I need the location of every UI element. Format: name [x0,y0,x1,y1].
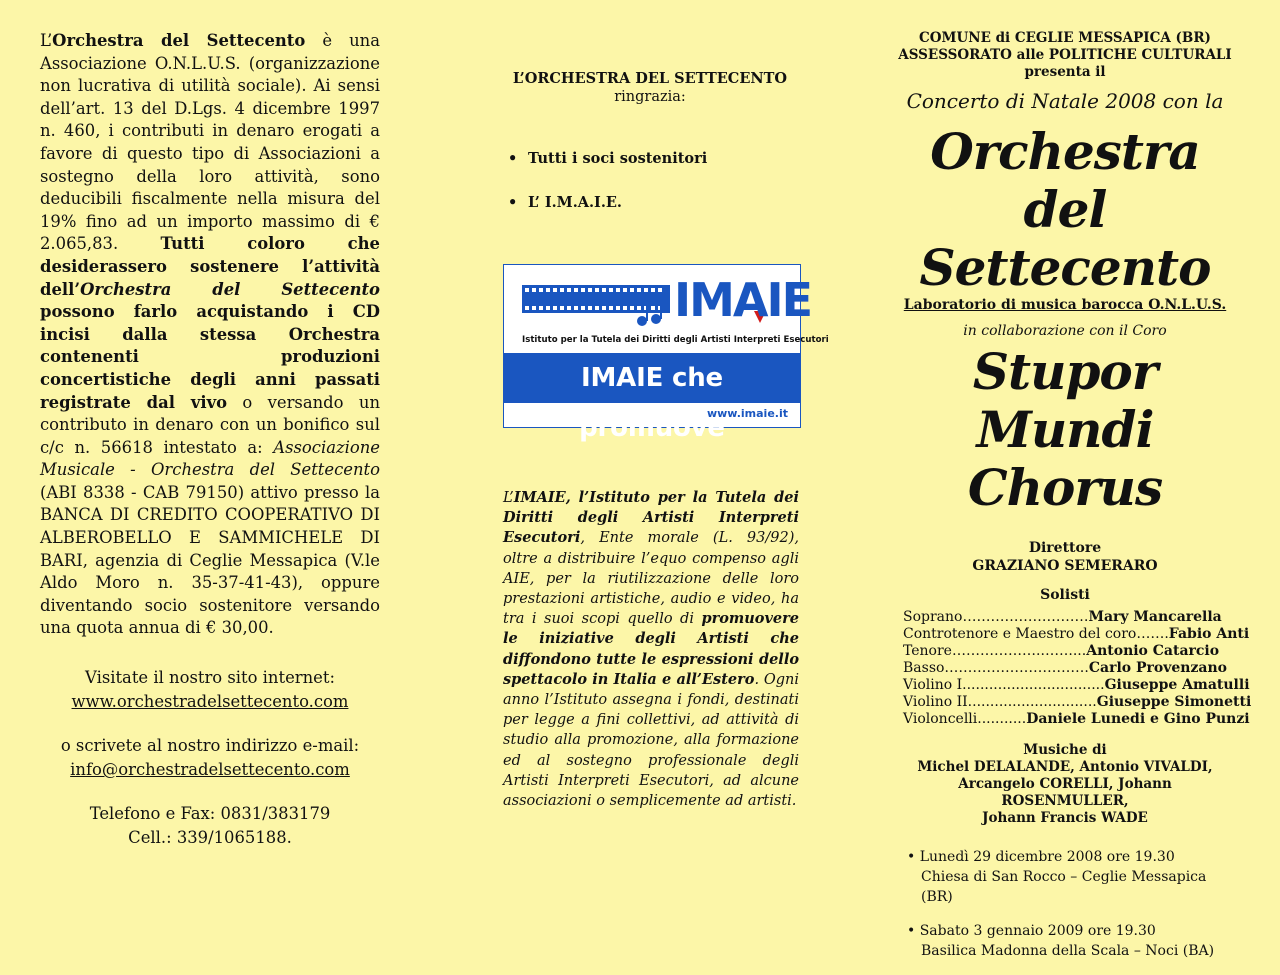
text: (ABI 8338 - CAB 79150) attivo presso la BANCA DI CREDITO COOPERATIVO DI ALBEROBELLO E SAMMICHELE DI BARI, agenzia di Ceglie Messapica (V.le Aldo Moro n. 35-37-41-43), oppure diventando socio sostenitore versando una quota annua di € 30,00. [40,482,380,638]
composers-line: Michel DELALANDE, Antonio VIVALDI, [917,759,1213,775]
soloist-name: Fabio Anti [1168,626,1250,642]
soloist-name: Carlo Provenzano [1088,660,1228,676]
right-column [895,30,1252,975]
list-item [903,643,1235,660]
date-where: Basilica Madonna della Scala – Noci (BA) [921,943,1215,959]
date-where: Chiesa di San Rocco – Ceglie Messapica (BR) [921,869,1207,905]
soloist-name: Giuseppe Amatulli [1104,677,1250,693]
imaie-logo [503,264,829,443]
soloist-name: Daniele Lunedi e Gino Punzi [1026,711,1250,727]
soloist-role: Violino II............................. [903,694,1097,710]
text: , l’Istituto per la Tutela dei Diritti degli Artisti Interpreti Esecutori [503,489,799,547]
donation-paragraph [40,30,380,640]
middle-column [498,70,802,238]
logo-brand: IMAIE [674,273,812,327]
soloist-name: Antonio Catarcio [1086,643,1220,659]
text: IMAIE [513,489,566,506]
soloist-role: Violoncelli........... [903,711,1027,727]
director-name: GRAZIANO SEMERARO [972,558,1158,574]
soloists-list [903,609,1252,728]
cell-text: Cell.: 339/1065188. [128,828,292,848]
text: , Ente morale (L. 93/92), oltre a distribuire l’equo compenso agli AIE, per la riutilizzazione delle loro prestazioni artistiche, audio e video, ha tra i suoi scopi quello di [503,530,799,628]
composers-block [895,742,1235,827]
composers-label: Musiche di [1023,742,1107,758]
presenta-text: presenta il [1024,64,1106,80]
orchestra-title-line1: Orchestra del [930,122,1200,239]
left-column [40,30,380,850]
choir-title-line2: Chorus [967,458,1163,517]
text: promuovere le iniziative degli Artisti che diffondono tutte le espressioni dello spettacolo in Italia e all’Estero [503,610,799,688]
list-item [508,194,802,212]
website-link[interactable]: www.orchestradelsettecento.com [71,692,349,712]
text: Orchestra del Settecento [52,31,306,50]
list-item [903,677,1250,694]
soloists-label: Solisti [1040,587,1090,603]
visit-label: Visitate il nostro sito internet: [85,668,335,688]
date-when: Sabato 3 gennaio 2009 ore 19.30 [919,923,1156,939]
list-item [903,626,1250,643]
text: o versando un contributo in denaro con un bonifico sul c/c n. 56618 intestato a: [40,392,381,457]
soloist-name: Mary Mancarella [1088,609,1222,625]
thanks-subtitle: ringrazia: [614,89,686,105]
text: Orchestra del Settecento [80,279,380,299]
bullet-icon: • [508,150,518,167]
text: L’ I.M.A.I.E. [528,194,622,211]
text: . Ogni anno l’Istituto assegna i fondi, destinati per legge a fini collettivi, ad attività di studio alla promozione, alla formazione ed al sostegno professionale degli Artisti Interpreti Esecutori, ad alcune associazioni o semplicemente ad artisti. [503,671,799,810]
soloist-role: Tenore……………….…….... [903,643,1087,659]
soloist-role: Violino I................................ [903,677,1105,693]
phone-text: Telefono e Fax: 0831/383179 [89,804,331,824]
bullet-icon: • [508,194,518,211]
orchestra-title-line2: Settecento [919,238,1211,297]
soloist-role: Basso…………………………. [903,660,1089,676]
collaboration-text: in collaborazione con il Coro [963,323,1167,339]
director-label: Direttore [1028,540,1102,556]
imaie-description [503,488,799,811]
email-link[interactable]: info@orchestradelsettecento.com [70,760,350,780]
dates-list [907,847,1235,961]
list-item [508,150,802,168]
text: è una Associazione O.N.L.U.S. (organizzazione non lucrativa di utilità sociale). Ai sensi dell’art. 13 del D.Lgs. 4 dicembre 1997 n. 460, i contributi in denaro erogati a favore di questo tipo di Associazioni a sostegno della loro attività, sono deducibili fiscalmente nella misura del 19% fino ad un importo massimo di € 2.065,83. [40,31,380,254]
laboratorio-subtitle: Laboratorio di musica barocca O.N.L.U.S. [903,297,1227,313]
email-label: o scrivete al nostro indirizzo e-mail: [60,736,360,756]
list-item [903,711,1250,728]
thanks-header [498,70,802,106]
logo-url: www.imaie.it [706,407,788,420]
logo-band: IMAIE che promuove [504,353,800,403]
bullet-icon: • [907,923,920,939]
choir-title-line1: Stupor Mundi [972,342,1158,459]
composers-line: Arcangelo CORELLI, Johann ROSENMULLER, [958,776,1172,809]
thanks-title: L’ORCHESTRA DEL SETTECENTO [512,70,788,87]
text: Tutti coloro che desiderassero sostenere l’attività dell’ [40,234,380,299]
text: L’ [503,490,514,506]
thanks-list [498,150,802,212]
text: Associazione Musicale - Orchestra del Settecento [40,437,380,480]
composers-line: Johann Francis WADE [982,810,1148,826]
logo-subtitle: Istituto per la Tutela dei Diritti degli Artisti Interpreti Esecutori [522,335,829,345]
bullet-icon: • [907,849,920,865]
assessorato-heading: ASSESSORATO alle POLITICHE CULTURALI [898,47,1232,63]
soloist-name: Giuseppe Simonetti [1096,694,1252,710]
list-item [903,660,1235,677]
date-when: Lunedì 29 dicembre 2008 ore 19.30 [919,849,1175,865]
comune-heading: COMUNE di CEGLIE MESSAPICA (BR) [919,30,1211,46]
soloist-role: Soprano……………………… [903,609,1089,625]
list-item [907,921,1235,961]
text: L’ [40,31,53,50]
concert-title: Concerto di Natale 2008 con la [906,89,1224,113]
soloist-role: Controtenore e Maestro del coro……. [903,626,1169,642]
list-item [903,694,1252,711]
text: Tutti i soci sostenitori [528,150,708,167]
list-item [903,609,1235,626]
text: possono farlo acquistando i CD incisi dalla stessa Orchestra contenenti produzioni concertistiche degli anni passati registrate dal vivo [40,302,380,412]
list-item [907,847,1235,907]
